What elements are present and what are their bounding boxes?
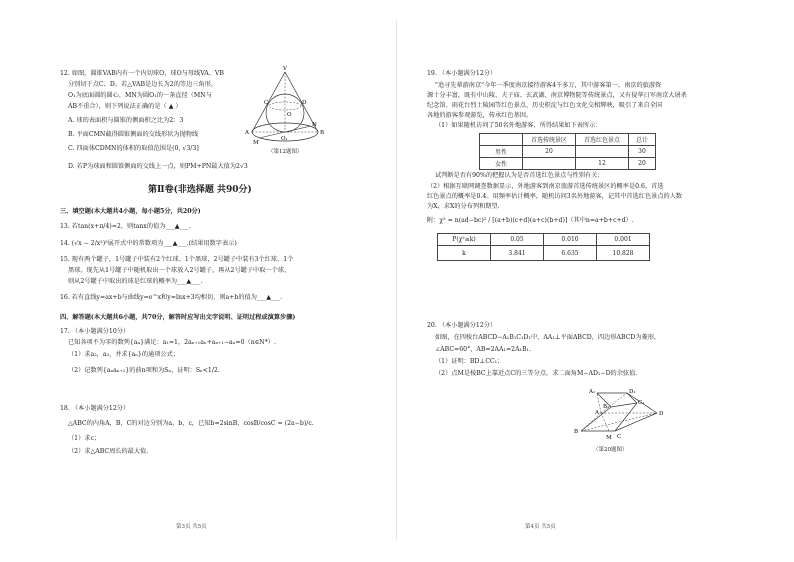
- table-row: [480, 134, 656, 146]
- right-page: [397, 0, 794, 562]
- table-cell: [523, 158, 576, 170]
- table-cell: 12: [576, 158, 629, 170]
- label-o1: O₁: [281, 136, 288, 142]
- section4-title: 四、解答题(本大题共6小题，共70分，解答时应写出文字说明、证明过程或演算步骤): [60, 314, 296, 321]
- table-cell: 首选传统景区: [523, 134, 576, 146]
- q12-option-c: C. 四面体CDMN的体积的取值范围是(0, √3/3]: [68, 145, 199, 152]
- q16: 16. 若有直线y=ax+b与曲线y=e^x和y=lnx+3均相切，则a+b的值为___▲___.: [60, 294, 283, 301]
- table-row: [438, 246, 650, 261]
- table-cell: 0.05: [491, 234, 544, 246]
- label-m: M: [253, 140, 259, 146]
- q18-line1: △ABC的内角A，B，C的对边分别为a，b，c，已知b=2sinB，cosB/cosC = (2a−b)/c.: [68, 420, 314, 427]
- label-a: A: [595, 410, 599, 416]
- q15-line2: 黑球。现先从1号罐子中随机取出一个球放入2号罐子，再从2号罐子中取一个球，: [68, 267, 291, 274]
- table-cell: 10.828: [597, 246, 650, 261]
- q19-line5: （1）如果随机访问了50名外地游客，所得结果如下表所示：: [435, 122, 602, 129]
- q19-line8: 红色景点的概率是0.4。用频率估计概率，随机访问3名外地游客，记其中首选红色景点的人数: [427, 193, 683, 200]
- table-row: [480, 158, 656, 170]
- q19-line3: 纪念馆、雨花台烈士陵园等红色景点，历史积淀与红色文化交相辉映，吸引了来自全国: [427, 102, 663, 109]
- table-cell: [480, 134, 523, 146]
- q18-title: 18. （本小题满分12分）: [60, 405, 130, 412]
- table-cell: 0.001: [597, 234, 650, 246]
- q13: 13. 若tan(x+π/4)=2，则tanx的值为___▲___.: [60, 223, 191, 230]
- table-cell: 30: [629, 146, 656, 158]
- q12-line4: AB不重合），则下列说法正确的是（ ▲ ）: [68, 103, 182, 110]
- table-cell: 6.635: [544, 246, 597, 261]
- table-cell: 20: [523, 146, 576, 158]
- label-b: B: [574, 429, 579, 435]
- label-o: O: [287, 112, 292, 118]
- frustum-figure: [567, 383, 667, 445]
- section3-title: 三、填空题(本大题共4小题，每小题5分，共20分): [60, 208, 201, 215]
- q19-line2: 源十分丰富，既有中山陵、夫子庙、玄武湖、南京博物院等传统景点，又有侵华日军南京大屠杀: [427, 92, 687, 99]
- critical-value-table: [437, 233, 650, 261]
- label-a: A: [245, 130, 249, 136]
- label-c: C: [617, 434, 622, 440]
- label-c1: C₁: [638, 400, 645, 406]
- label-b: B: [320, 130, 325, 136]
- q12-line3: O₁为底面圆的圆心，MN为圆O₁的一条直径（MN与: [68, 92, 212, 99]
- q15-line1: 15. 现有两个罐子，1号罐子中装有2个红球、1个黑球，2号罐子中装有3个红球、1个: [60, 256, 294, 263]
- q20-caption: （第20题图）: [593, 447, 628, 453]
- label-d: D: [302, 100, 307, 106]
- q19-line9: 为X，求X的分布列和期望.: [427, 203, 500, 210]
- label-m: M: [606, 435, 612, 441]
- label-a1: A₁: [589, 389, 596, 395]
- q20-line3: （1）证明：BD⊥CC₁；: [435, 358, 504, 365]
- q19-line4: 各地的游客参观游览，传承红色基因。: [427, 112, 533, 119]
- q19-line1: "追寻先辈游南京"今年一季度南京接待游客4千多万，其中游客第一、南京的旅游资: [435, 82, 662, 89]
- q20-title: 20. （本小题满分12分）: [427, 322, 497, 329]
- table-cell: 0.010: [544, 234, 597, 246]
- label-v: V: [283, 66, 287, 72]
- label-b1: B₁: [603, 404, 610, 410]
- q19-title: 19. （本小题满分12分）: [427, 70, 497, 77]
- label-d1: D₁: [629, 389, 636, 395]
- q17-title: 17. （本小题满分10分）: [60, 328, 130, 335]
- cone-figure: [244, 64, 326, 154]
- table-row: [438, 234, 650, 246]
- survey-table: [479, 133, 656, 170]
- q18-line2: （1）求c；: [68, 435, 101, 442]
- q12-option-b: B. 平面CMN截得圆锥侧面的交线形状为抛物线: [68, 131, 199, 138]
- q20-line1: 如图，在四棱台ABCD−A₁B₁C₁D₁中，AA₁⊥平面ABCD，四边形ABCD为菱形，: [435, 334, 661, 341]
- table-cell: 男性: [480, 146, 523, 158]
- q19-formula: 附：χ² = n(ad−bc)² / [(a+b)(c+d)(a+c)(b+d)]（其中n=a+b+c+d）.: [427, 217, 634, 224]
- q18-line3: （2）求△ABC周长的最大值.: [68, 448, 149, 455]
- q12-caption: （第12题图）: [268, 149, 303, 155]
- table-cell: 首选红色景点: [576, 134, 629, 146]
- q12-line1: 12. 如图，圆锥VAB内有一个内切球O，球O与母线VA、VB: [60, 70, 224, 77]
- q12-option-a: A. 球的表面积与圆锥的侧面积之比为2：3: [68, 117, 184, 124]
- q17-line2: （1）求a₂，a₃，并求{aₙ}的通项公式；: [68, 351, 179, 358]
- q17-line3: （2）记数列{aₙaₙ₊₁}的前n项和为Sₙ，证明：Sₙ<1/2.: [68, 367, 220, 374]
- q14: 14. (√x − 2/x²)⁵展开式中的常数项为___▲___.(结果用数字表示): [60, 240, 237, 247]
- table-cell: 总计: [629, 134, 656, 146]
- table-row: [480, 146, 656, 158]
- q17-line1: 已知各项不为零的数列{aₙ}满足：a₁=1，2aₙ₊₁aₙ+aₙ₊₁−aₙ=0（n∈N*）.: [68, 339, 276, 346]
- right-footer: 第4页 共5页: [525, 524, 556, 530]
- q12-line2: 分别切于点C、D。若△VAB是边长为2的等边三角形，: [68, 81, 218, 88]
- q20-line2: ∠ABC=60°，AB=2AA₁=2A₁B₁.: [435, 346, 532, 353]
- table-cell: P(χ²≥k): [438, 234, 491, 246]
- table-cell: k: [438, 246, 491, 261]
- table-cell: 3.841: [491, 246, 544, 261]
- table-cell: 20: [629, 158, 656, 170]
- q15-line3: 则从2号罐子中取出的球是红球的概率为___▲___.: [68, 278, 203, 285]
- part2-title: 第Ⅱ卷(非选择题 共90分): [148, 185, 252, 195]
- q19-line7: （2）根据互联网调查数据显示，外地游客到南京旅游首选传统景区的概率是0.6，首选: [427, 183, 664, 190]
- left-footer: 第3页 共5页: [176, 524, 207, 530]
- q19-line6: 试判断是否有90%的把握认为是否首选红色景点与性别有关；: [435, 172, 604, 179]
- table-cell: [576, 146, 629, 158]
- table-cell: 女性: [480, 158, 523, 170]
- q12-option-d: D. 若P为球面和圆锥侧面的交线上一点，则PM+PN最大值为2√3: [68, 163, 248, 170]
- q20-line4: （2）点M是棱BC上靠近点C的三等分点，求二面角M−AD₁−D的余弦值.: [435, 370, 638, 377]
- label-d: D: [659, 411, 664, 417]
- label-n: N: [312, 122, 317, 128]
- label-c: C: [264, 100, 269, 106]
